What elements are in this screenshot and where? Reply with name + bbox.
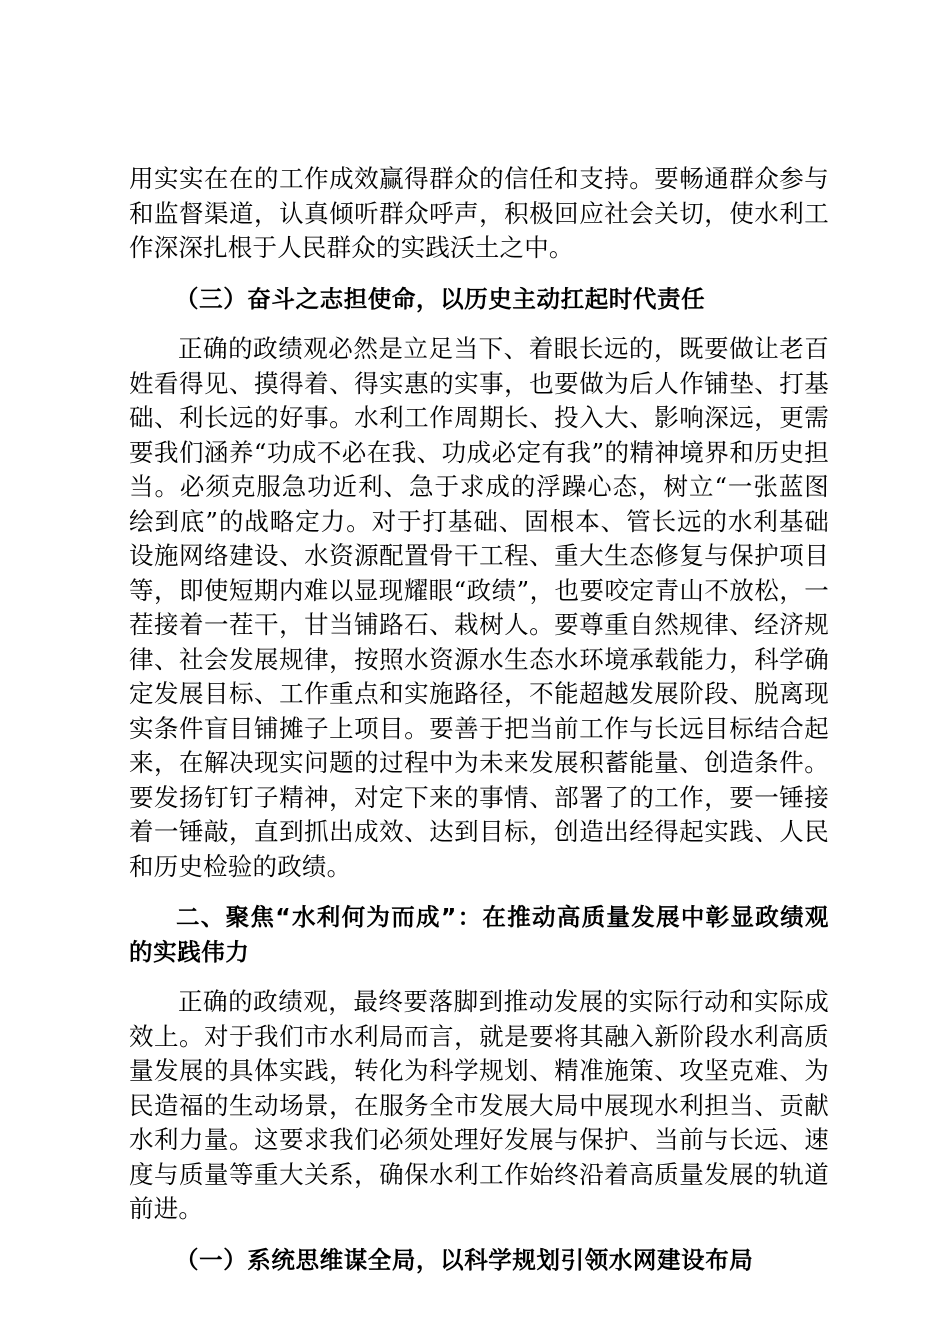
section-heading-1: （一）系统思维谋全局，以科学规划引领水网建设布局 (175, 1245, 754, 1274)
paragraph-high-quality-development: 正确的政绩观，最终要落脚到推动发展的实际行动和实际成效上。对于我们市水利局而言，就是要将其融入新阶段水利高质量发展的具体实践，转化为科学规划、精准施策、攻坚克难、为民造福的生动场景，在服务全市发展大局中展现水利担当、贡献水利力量。这要求我们必须处理好发展与保护、当前与长远、速度与质量等重大关系，确保水利工作始终沿着高质量发展的轨道前进。 (129, 987, 829, 1223)
chapter-heading-2: 二、聚焦“水利何为而成”：在推动高质量发展中彰显政绩观的实践伟力 (129, 903, 829, 966)
section-heading-3: （三）奋斗之志担使命，以历史主动扛起时代责任 (175, 284, 706, 313)
paragraph-political-achievement: 正确的政绩观必然是立足当下、着眼长远的，既要做让老百姓看得见、摸得着、得实惠的实事，也要做为后人作铺垫、打基础、利长远的好事。水利工作周期长、投入大、影响深远，更需要我们涵养“功成不必在我、功成必定有我”的精神境界和历史担当。必须克服急功近利、急于求成的浮躁心态，树立“一张蓝图绘到底”的战略定力。对于打基础、固根本、管长远的水利基础设施网络建设、水资源配置骨干工程、重大生态修复与保护项目等，即使短期内难以显现耀眼“政绩”，也要咬定青山不放松，一茬接着一茬干，甘当铺路石、栽树人。要尊重自然规律、经济规律、社会发展规律，按照水资源水生态水环境承载能力，科学确定发展目标、工作重点和实施路径，不能超越发展阶段、脱离现实条件盲目铺摊子上项目。要善于把当前工作与长远目标结合起来，在解决现实问题的过程中为未来发展积蓄能量、创造条件。要发扬钉钉子精神，对定下来的事情、部署了的工作，要一锤接着一锤敲，直到抓出成效、达到目标，创造出经得起实践、人民和历史检验的政绩。 (129, 334, 829, 881)
document-page (129, 162, 829, 1277)
paragraph-continuation: 用实实在在的工作成效赢得群众的信任和支持。要畅通群众参与和监督渠道，认真倾听群众呼声，积极回应社会关切，使水利工作深深扎根于人民群众的实践沃土之中。 (129, 164, 829, 262)
